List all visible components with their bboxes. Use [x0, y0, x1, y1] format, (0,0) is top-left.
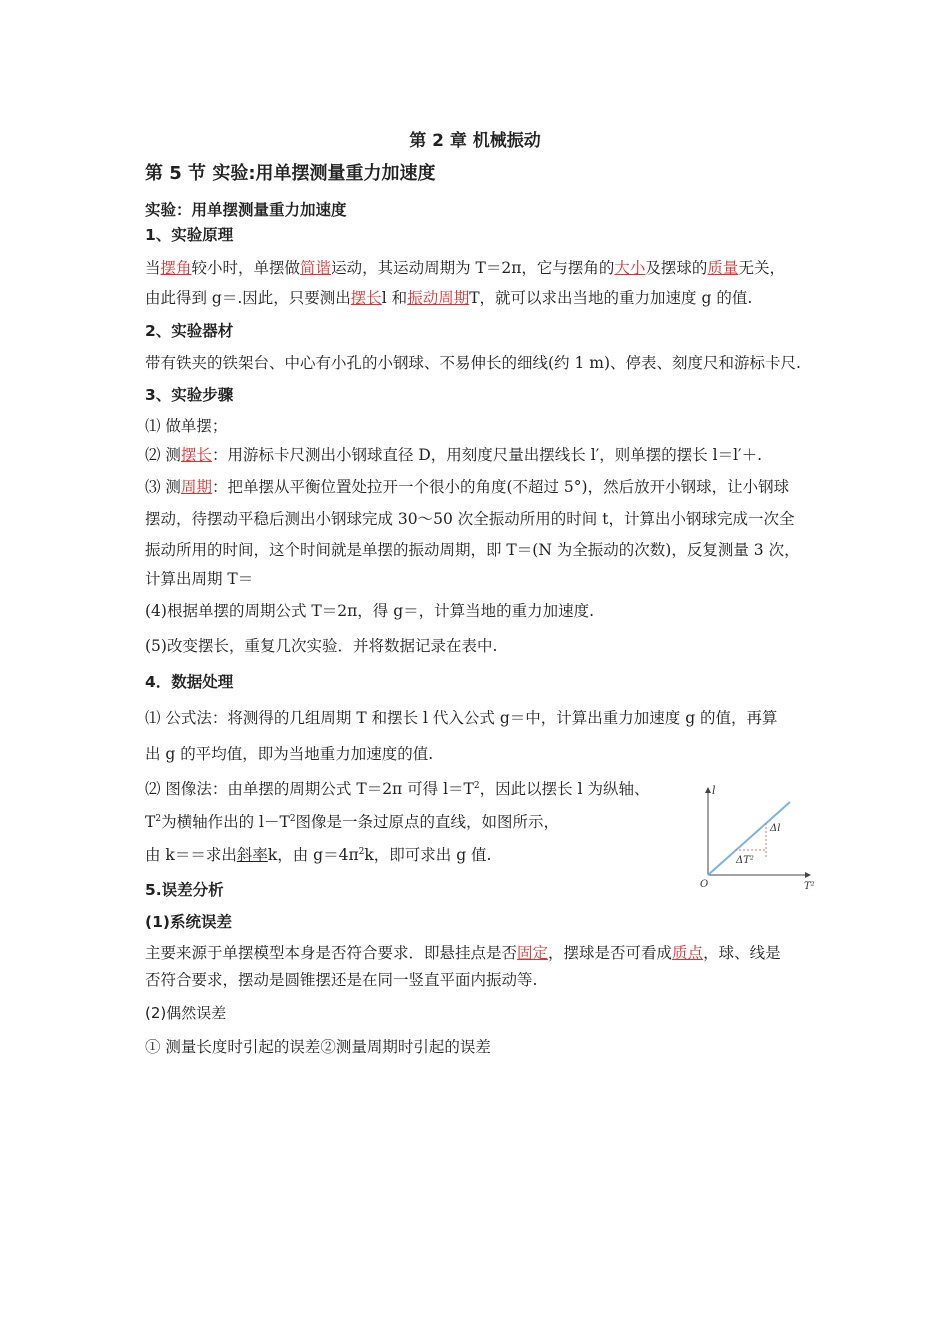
l-t2-graph: [698, 780, 818, 892]
y-axis-label: l: [712, 784, 716, 797]
keyword: 周期: [180, 478, 212, 496]
graph-method-line-1: ⑵ 图像法：由单摆的周期公式 T＝2π 可得 $l=T^2$，因此以摆长 l 为纵轴、: [145, 780, 650, 798]
random-error-text: ① 测量长度时引起的误差②测量周期时引起的误差: [145, 1038, 491, 1056]
formula-method-line-1: ⑴ 公式法：将测得的几组周期 T 和摆长 l 代入公式 g＝中，计算出重力加速度 g 的值，再算: [145, 709, 778, 727]
step-3-line-3: 振动所用的时间，这个时间就是单摆的振动周期，即 T＝(N 为全振动的次数)，反复测量 3 次，: [145, 541, 800, 559]
origin-label: O: [700, 879, 709, 890]
keyword: 摆长: [180, 446, 212, 464]
systematic-error-line-1: 主要来源于单摆模型本身是否符合要求．即悬挂点是否固定，摆球是否可看成质点，球、线是: [145, 944, 781, 962]
chapter-title: 第 2 章 机械振动: [409, 131, 541, 151]
keyword: 固定: [517, 944, 549, 962]
subtitle: 实验：用单摆测量重力加速度: [145, 201, 347, 219]
step-3-line-1: ⑶ 测周期：把单摆从平衡位置处拉开一个很小的角度(不超过 5°)，然后放开小钢球，让小钢球: [145, 478, 790, 496]
steps-heading: 3、实验步骤: [145, 386, 234, 404]
keyword: 大小: [614, 259, 646, 277]
keyword: 振动周期: [407, 289, 470, 307]
systematic-error-heading: (1)系统误差: [145, 913, 232, 931]
keyword: 简谐: [300, 259, 332, 277]
keyword: 摆角: [160, 259, 192, 277]
keyword: 质点: [672, 944, 704, 962]
step-3-line-2: 摆动，待摆动平稳后测出小钢球完成 30～50 次全振动所用的时间 t，计算出小钢球完成一次全: [145, 510, 795, 528]
principle-heading: 1、实验原理: [145, 226, 234, 244]
formula-method-line-2: 出 g 的平均值，即为当地重力加速度的值.: [145, 745, 434, 763]
step-2: ⑵ 测摆长：用游标卡尺测出小钢球直径 D，用刻度尺量出摆线长 l′，则单摆的摆长 l＝l′＋.: [145, 446, 763, 464]
step-3-line-4: 计算出周期 T＝: [145, 570, 254, 588]
step-1: ⑴ 做单摆；: [145, 417, 228, 435]
principle-line-2: 由此得到 g＝.因此，只要测出摆长l 和振动周期T，就可以求出当地的重力加速度 g 的值.: [145, 289, 753, 307]
x-axis-label: T²: [804, 881, 815, 892]
graph-method-line-3: 由 k＝＝求出斜率k，由 $g=4\pi^2k$，即可求出 g 值.: [145, 846, 492, 864]
principle-line-1: 当摆角较小时，单摆做简谐运动，其运动周期为 T＝2π，它与摆角的大小及摆球的质量无关，: [145, 259, 785, 277]
step-5: (5)改变摆长，重复几次实验．并将数据记录在表中.: [145, 637, 498, 655]
equipment-heading: 2、实验器材: [145, 322, 234, 340]
random-error-heading: (2)偶然误差: [145, 1004, 227, 1022]
delta-l-label: Δl: [770, 823, 781, 834]
step-4: (4)根据单摆的周期公式 T＝2π，得 g＝，计算当地的重力加速度.: [145, 602, 595, 620]
keyword: 质量: [707, 259, 739, 277]
delta-t2-label: ΔT²: [736, 855, 754, 866]
systematic-error-line-2: 否符合要求，摆动是圆锥摆还是在同一竖直平面内振动等.: [145, 971, 538, 989]
graph-method-line-2: $T^2$为横轴作出的 $l-T^2$图像是一条过原点的直线，如图所示，: [145, 813, 560, 831]
error-heading: 5.误差分析: [145, 881, 224, 899]
data-processing-heading: 4．数据处理: [145, 673, 234, 691]
keyword: 摆长: [350, 289, 382, 307]
section-title: 第 5 节 实验:用单摆测量重力加速度: [145, 163, 436, 184]
slope-keyword: 斜率: [236, 846, 268, 864]
equipment-text: 带有铁夹的铁架台、中心有小孔的小钢球、不易伸长的细线(约 1 m)、停表、刻度尺和游标卡尺.: [145, 354, 801, 372]
